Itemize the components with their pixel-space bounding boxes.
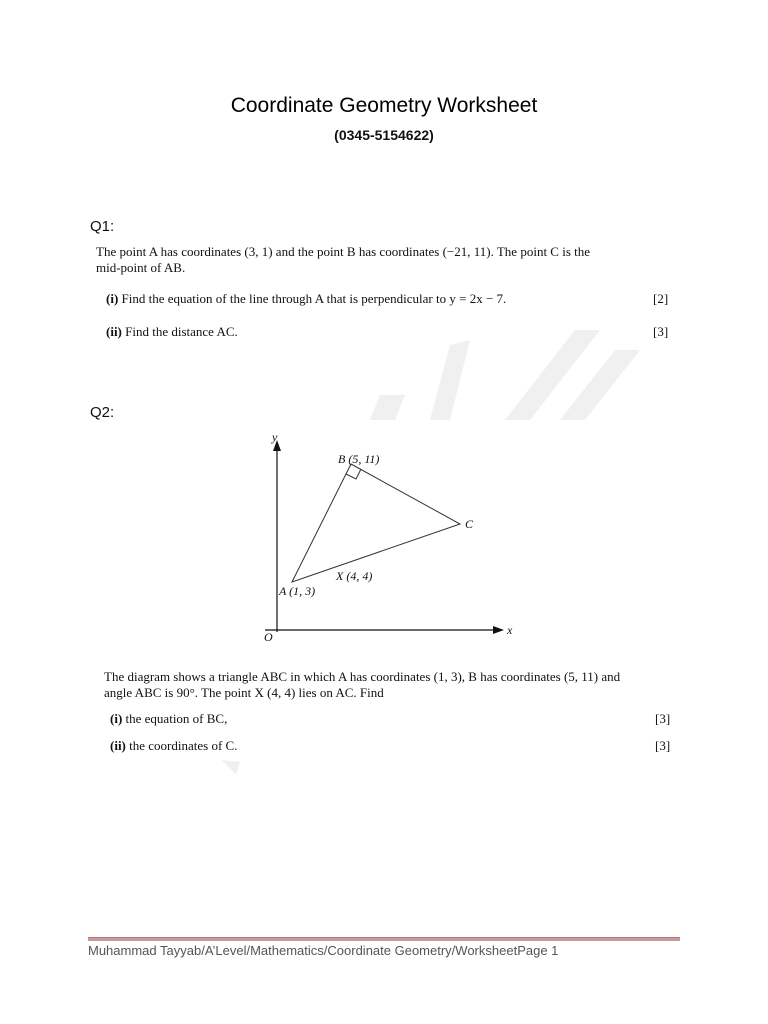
point-b-label: B (5, 11) [338,452,380,466]
point-c-label: C [465,517,474,531]
question-1-part-ii [106,324,238,340]
question-1-label: Q1: [90,218,115,235]
part-text: the coordinates of C. [129,738,238,753]
part-number: (ii) [106,324,122,339]
point-a-label: A (1, 3) [279,584,316,598]
question-2-stem-line-2: angle ABC is 90°. The point X (4, 4) lies on AC. Find [104,685,384,700]
question-2-part-ii [110,738,237,754]
question-2-part-i [110,711,227,727]
part-number: (i) [106,291,119,306]
triangle-abc [292,464,460,582]
question-1-stem-line-2: mid-point of AB. [96,260,186,275]
question-1-stem [96,244,676,276]
marks-badge: [3] [653,324,669,339]
question-1-part-i [106,291,506,307]
part-number: (i) [110,711,123,726]
question-2-stem-line-1: The diagram shows a triangle ABC in which A has coordinates (1, 3), B has coordinates (5, 11) and [104,669,621,684]
question-1-stem-line-1: The point A has coordinates (3, 1) and the point B has coordinates (−21, 11). The point C is the [96,244,591,259]
marks-badge: [2] [653,291,669,306]
footer-divider [88,937,680,941]
part-number: (ii) [110,738,126,753]
page-footer: Muhammad Tayyab/A’Level/Mathematics/Coordinate Geometry/WorksheetPage 1 [88,943,559,958]
x-axis-arrow [493,626,504,634]
phone-number: (0345-5154622) [334,127,434,143]
page-title: Coordinate Geometry Worksheet [230,94,538,117]
origin-label: O [264,630,273,644]
part-text: Find the distance AC. [125,324,238,339]
marks-badge: [3] [655,711,671,726]
triangle-diagram [250,425,530,655]
point-x-label: X (4, 4) [336,569,373,583]
y-axis-label: y [272,430,278,444]
part-text: Find the equation of the line through A that is perpendicular to y = 2x − 7. [121,291,507,306]
x-axis-label: x [507,623,513,637]
question-2-label: Q2: [90,404,115,421]
marks-badge: [3] [655,738,671,753]
question-2-stem [104,669,679,701]
part-text: the equation of BC, [125,711,228,726]
